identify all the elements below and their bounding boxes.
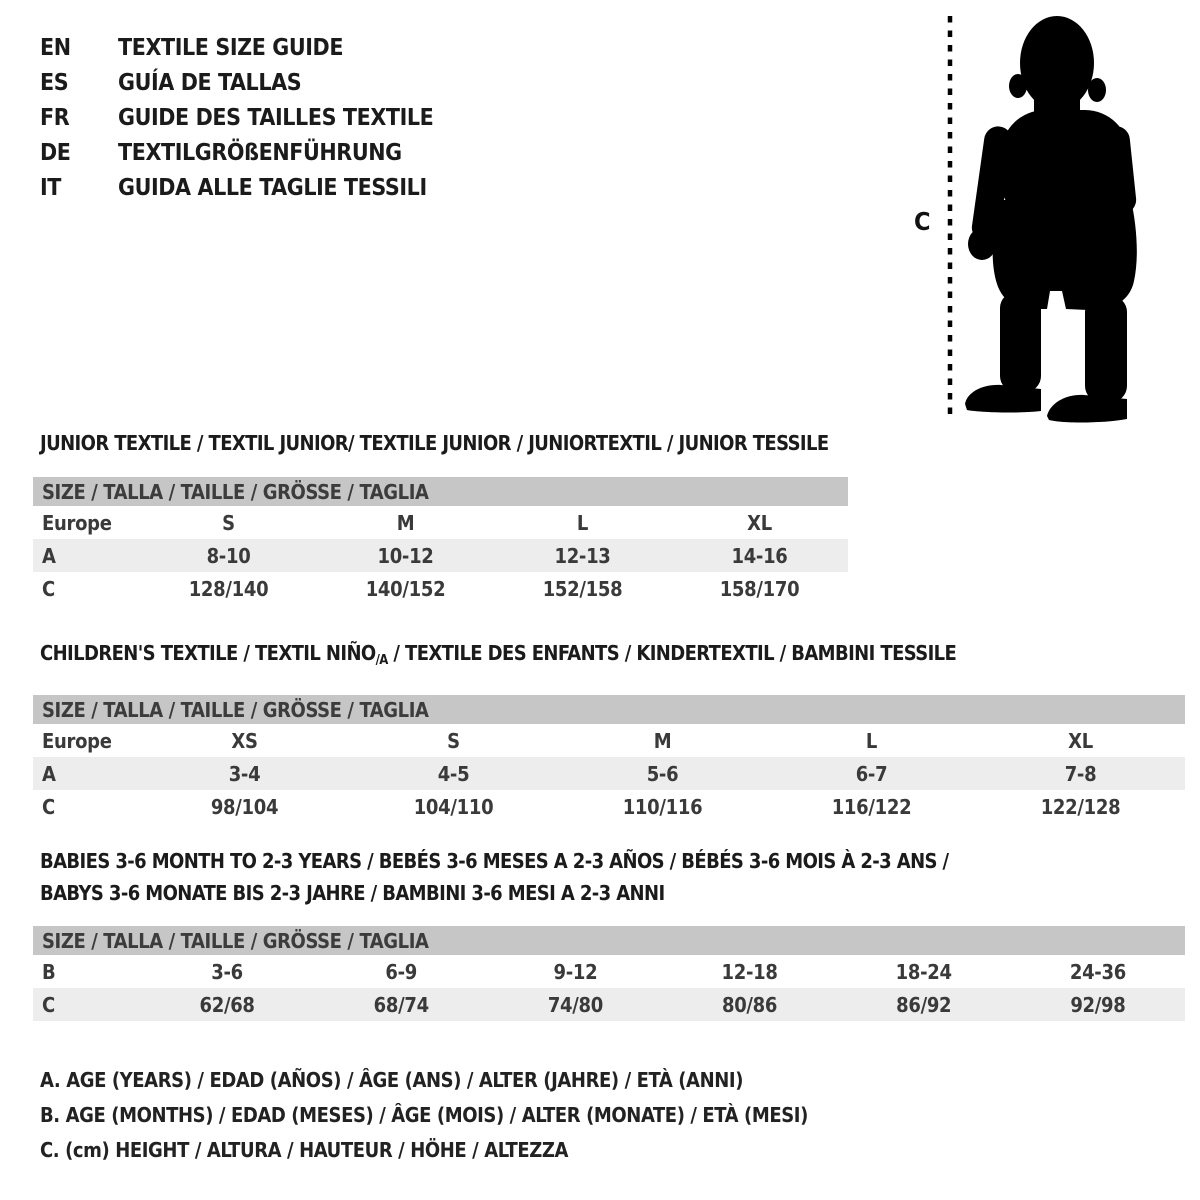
section-heading-text: /A (375, 653, 388, 668)
size-table-row (33, 724, 1185, 757)
language-row (40, 65, 433, 100)
value-cell: 152/158 (542, 576, 623, 601)
value-cell: S (222, 510, 235, 535)
value-cell: 12-18 (721, 959, 778, 984)
value-cell: M (653, 728, 672, 753)
value-cell: 140/152 (365, 576, 446, 601)
size-table (33, 955, 1185, 1021)
row-label-cell: Europe (42, 510, 112, 535)
value-cell: 3-4 (228, 761, 261, 786)
value-cell: 98/104 (210, 794, 279, 819)
size-table-row (33, 988, 1185, 1021)
guide-title: GUIDA ALLE TAGLIE TESSILI (118, 174, 427, 201)
size-table (33, 724, 1185, 823)
section-heading-text: JUNIOR TEXTILE / TEXTIL JUNIOR/ TEXTILE JUNIOR / JUNIORTEXTIL / JUNIOR TESSILE (40, 431, 829, 455)
size-table-header-bar (33, 926, 1185, 955)
language-code: DE (40, 139, 71, 166)
value-cell: 6-7 (855, 761, 888, 786)
value-cell: XL (1068, 728, 1093, 753)
size-table-row (33, 757, 1185, 790)
legend-line: A. AGE (YEARS) / EDAD (AÑOS) / ÂGE (ANS) / ALTER (JAHRE) / ETÀ (ANNI) (40, 1068, 744, 1092)
language-row (40, 30, 433, 65)
value-cell: 92/98 (1070, 992, 1126, 1017)
value-cell: L (576, 510, 589, 535)
guide-title: GUIDE DES TAILLES TEXTILE (118, 104, 434, 131)
language-row (40, 100, 433, 135)
height-measure-label: C (914, 207, 931, 236)
toddler-silhouette-shape (965, 16, 1138, 423)
size-section-babies (33, 845, 1185, 1021)
language-title-list (40, 30, 433, 205)
value-cell: 158/170 (719, 576, 800, 601)
value-cell: 116/122 (831, 794, 912, 819)
language-row (40, 170, 433, 205)
value-cell: 80/86 (721, 992, 778, 1017)
measurement-legend (40, 1063, 808, 1168)
value-cell: 12-13 (554, 543, 611, 568)
size-section-junior (33, 430, 848, 605)
section-heading-text: CHILDREN'S TEXTILE / TEXTIL NIÑO (40, 641, 376, 665)
size-table-row (33, 790, 1185, 823)
guide-title: TEXTILE SIZE GUIDE (118, 34, 344, 61)
size-table-header-bar (33, 695, 1185, 724)
value-cell: 122/128 (1040, 794, 1121, 819)
value-cell: L (865, 728, 878, 753)
value-cell: 6-9 (385, 959, 418, 984)
section-heading (40, 845, 1185, 909)
value-cell: 110/116 (622, 794, 703, 819)
section-heading-text: BABYS 3-6 MONATE BIS 2-3 JAHRE / BAMBINI 3-6 MESI A 2-3 ANNI (40, 881, 665, 905)
language-row (40, 135, 433, 170)
size-table-header-label: SIZE / TALLA / TAILLE / GRÖSSE / TAGLIA (42, 928, 429, 953)
language-code: ES (40, 69, 69, 96)
toddler-silhouette-icon (900, 0, 1200, 430)
row-label-cell: C (42, 992, 55, 1017)
legend-line: C. (cm) HEIGHT / ALTURA / HAUTEUR / HÖHE / ALTEZZA (40, 1138, 569, 1162)
section-heading-text: BABIES 3-6 MONTH TO 2-3 YEARS / BEBÉS 3-6 MESES A 2-3 AÑOS / BÉBÉS 3-6 MOIS À 2-3 ANS / (40, 849, 949, 873)
section-heading-line (40, 845, 1185, 877)
row-label-cell: Europe (42, 728, 112, 753)
size-table-row (33, 506, 848, 539)
section-heading-text: / TEXTILE DES ENFANTS / KINDERTEXTIL / BAMBINI TESSILE (387, 641, 957, 665)
size-table-row (33, 572, 848, 605)
value-cell: 3-6 (211, 959, 243, 984)
size-section-children (33, 640, 1185, 823)
value-cell: 74/80 (547, 992, 603, 1017)
row-label-cell: A (42, 761, 56, 786)
section-heading (40, 640, 1185, 674)
language-code: FR (40, 104, 70, 131)
value-cell: XS (231, 728, 258, 753)
size-table-row (33, 539, 848, 572)
value-cell: 10-12 (377, 543, 434, 568)
section-heading-line (40, 430, 848, 456)
row-label-cell: C (42, 794, 55, 819)
value-cell: 62/68 (199, 992, 255, 1017)
size-table (33, 506, 848, 605)
section-heading (40, 430, 848, 456)
row-label-cell: A (42, 543, 56, 568)
size-table-header-label: SIZE / TALLA / TAILLE / GRÖSSE / TAGLIA (42, 697, 429, 722)
value-cell: 14-16 (731, 543, 788, 568)
value-cell: 4-5 (437, 761, 470, 786)
value-cell: M (396, 510, 415, 535)
guide-title: GUÍA DE TALLAS (118, 69, 302, 96)
toddler-figure (900, 0, 1200, 430)
section-heading-line (40, 877, 1185, 909)
value-cell: 128/140 (188, 576, 269, 601)
legend-line: B. AGE (MONTHS) / EDAD (MESES) / ÂGE (MOIS) / ALTER (MONATE) / ETÀ (MESI) (40, 1103, 808, 1127)
section-heading-line (40, 640, 1185, 674)
value-cell: 7-8 (1064, 761, 1097, 786)
value-cell: 18-24 (895, 959, 952, 984)
row-label-cell: B (42, 959, 56, 984)
value-cell: XL (747, 510, 772, 535)
value-cell: 68/74 (373, 992, 429, 1017)
row-label-cell: C (42, 576, 55, 601)
value-cell: 104/110 (413, 794, 494, 819)
size-table-header-label: SIZE / TALLA / TAILLE / GRÖSSE / TAGLIA (42, 479, 429, 504)
size-table-header-bar (33, 477, 848, 506)
value-cell: 5-6 (646, 761, 679, 786)
guide-title: TEXTILGRÖßENFÜHRUNG (118, 139, 402, 166)
value-cell: S (447, 728, 460, 753)
language-code: IT (40, 174, 62, 201)
value-cell: 9-12 (553, 959, 598, 984)
language-code: EN (40, 34, 71, 61)
value-cell: 86/92 (896, 992, 952, 1017)
value-cell: 8-10 (206, 543, 251, 568)
size-table-row (33, 955, 1185, 988)
value-cell: 24-36 (1069, 959, 1126, 984)
